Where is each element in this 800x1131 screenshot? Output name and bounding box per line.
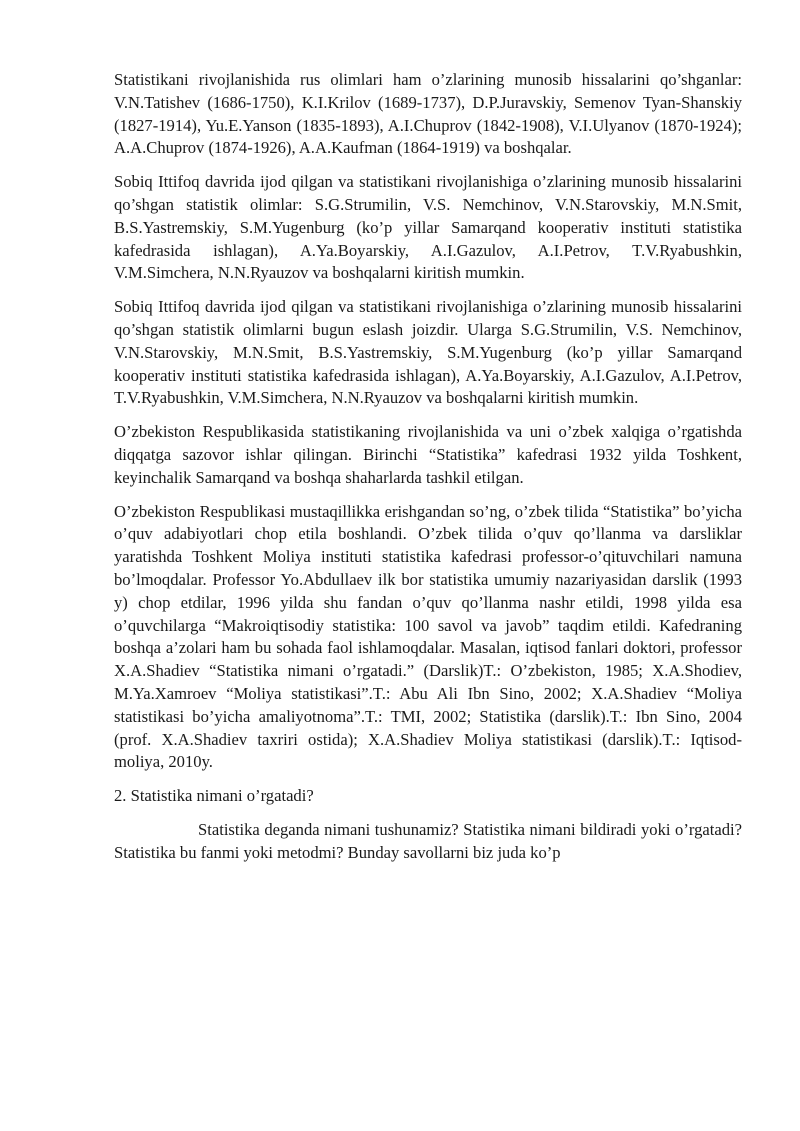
paragraph-uzbekistan-history: O’zbekiston Respublikasida statistikaning rivojlanishida va uni o’zbek xalqiga o’rgatishda diqqatga sazovor ishlar qilingan. Birinchi “Statistika” kafedrasi 1932 yilda Toshkent, keyinchalik Samarqand va boshqa shaharlarda tashkil etilgan.: [114, 422, 742, 487]
paragraph-soviet-scholars: Sobiq Ittifoq davrida ijod qilgan va statistikani rivojlanishiga o’zlarining munosib hissalarini qo’shgan statistik olimlar: S.G.Strumilin, V.S. Nemchinov, V.N.Starovskiy, M.N.Smit, B.S.Yastremskiy, S.M.Yugenburg (ko’p yillar Samarqand kooperativ instituti statistika kafedrasida ishlagan), A.Ya.Boyarskiy, A.I.Gazulov, A.I.Petrov, T.V.Ryabushkin, V.M.Simchera, N.N.Ryauzov va boshqalarni kiritish mumkin.: [114, 172, 742, 283]
paragraph-soviet-scholars-remembered: Sobiq Ittifoq davrida ijod qilgan va statistikani rivojlanishiga o’zlarining munosib hissalarini qo’shgan statistik olimlarni bugun eslash joizdir. Ularga S.G.Strumilin, V.S. Nemchinov, V.N.Starovskiy, M.N.Smit, B.S.Yastremskiy, S.M.Yugenburg (ko’p yillar Samarqand kooperativ instituti statistika kafedrasida ishlagan), A.Ya.Boyarskiy, A.I.Gazulov, A.I.Petrov, T.V.Ryabushkin, V.M.Simchera, N.N.Ryauzov va boshqalarni kiritish mumkin.: [114, 297, 742, 408]
paragraph-russian-scholars: Statistikani rivojlanishida rus olimlari ham o’zlarining munosib hissalarini qo’shganlar: V.N.Tatishev (1686-1750), K.I.Krilov (1689-1737), D.P.Juravskiy, Semenov Tyan-Shanskiy (1827-1914), Yu.E.Yanson (1835-1893), A.I.Chuprov (1842-1908), V.I.Ulyanov (1870-1924); A.A.Chuprov (1874-1926), A.A.Kaufman (1864-1919) va boshqalar.: [114, 70, 742, 158]
document-page: [114, 69, 742, 876]
paragraph-what-is-statistics: Statistika deganda nimani tushunamiz? Statistika nimani bildiradi yoki o’rgatadi? Statistika bu fanmi yoki metodmi? Bunday savollarni biz juda ko’p: [114, 819, 742, 862]
section-heading: 2. Statistika nimani o’rgatadi?: [114, 786, 314, 806]
paragraph-uzbek-literature: O’zbekiston Respublikasi mustaqillikka erishgandan so’ng, o’zbek tilida “Statistika” bo’yicha o’quv adabiyotlari chop etila boshlandi. O’zbek tilida o’quv qo’llanma va darsliklar yaratishda Toshkent Moliya instituti statistika kafedrasi professor-o’qituvchilari namuna bo’lmoqdalar. Professor Yo.Abdullaev ilk bor statistika umumiy nazariyasidan darslik (1993 y) chop etdilar, 1996 yilda shu fandan o’quv qo’llanma nashr etildi, 1998 yilda esa o’quvchilarga “Makroiqtisodiy statistika: 100 savol va javob” taqdim etildi. Kafedraning boshqa a’zolari ham bu sohada faol ishlamoqdalar. Masalan, iqtisod fanlari doktori, professor X.A.Shadiev “Statistika nimani o’rgatadi.” (Darslik)T.: O’zbekiston, 1985; X.A.Shodiev, M.Ya.Xamroev “Moliya statistikasi”.T.: Abu Ali Ibn Sino, 2002; X.A.Shadiev “Moliya statistikasi bo’yicha amaliyotnoma”.T.: TMI, 2002; Statistika (darslik).T.: Ibn Sino, 2004 (prof. X.A.Shadiev taxriri ostida); X.A.Shadiev Moliya statistikasi (darslik).T.: Iqtisod-moliya, 2010y.: [114, 501, 742, 772]
